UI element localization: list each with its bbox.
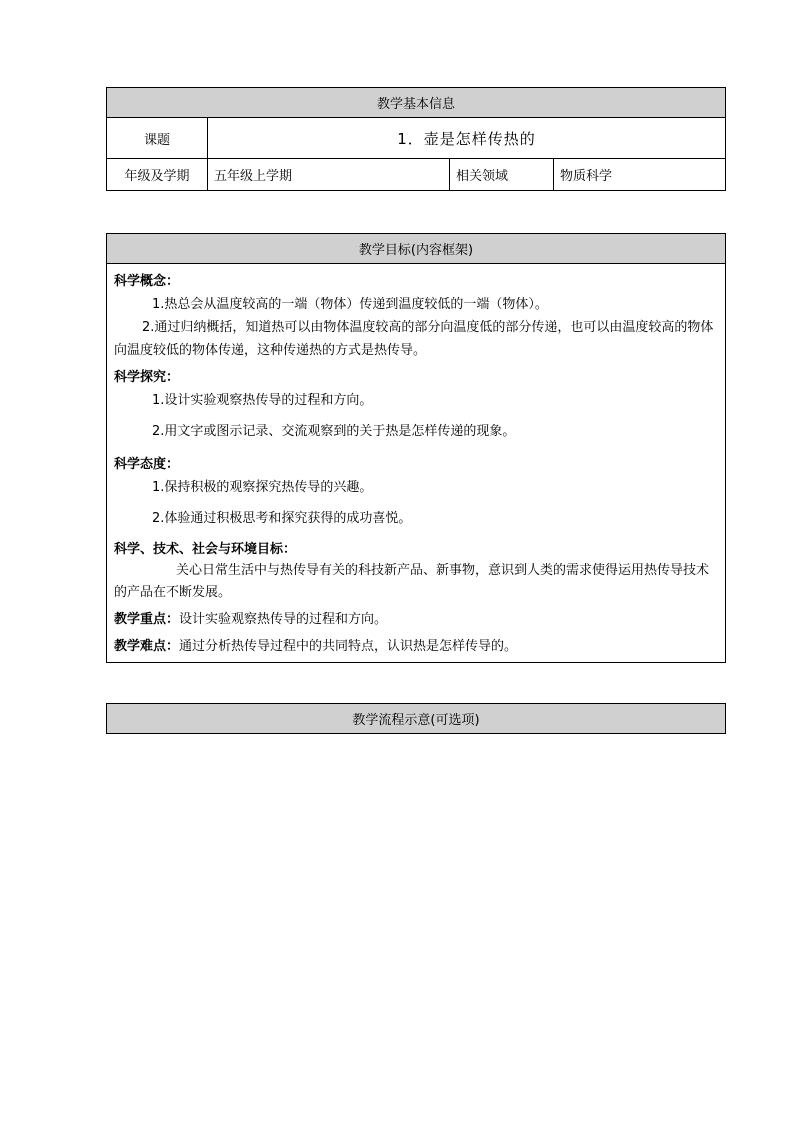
inquiry-item-2: 2.用文字或图示记录、交流观察到的关于热是怎样传递的现象。 [152, 424, 516, 439]
basic-info-header: 教学基本信息 [107, 88, 726, 118]
objectives-body [107, 264, 726, 663]
flow-table [106, 703, 726, 734]
concept-item-2: 2.通过归纳概括，知道热可以由物体温度较高的部分向温度低的部分传递，也可以由温度较高的物体向温度较低的物体传递，这种传递热的方式是热传导。 [114, 320, 714, 358]
key-point [114, 608, 718, 631]
concept-title: 科学概念： [114, 274, 180, 289]
grade-label: 年级及学期 [107, 159, 208, 191]
stse-title: 科学、技术、社会与环境目标： [114, 542, 297, 557]
attitude-item-2: 2.体验通过积极思考和探究获得的成功喜悦。 [152, 511, 412, 526]
difficulty-label: 教学难点： [114, 639, 180, 654]
objectives-header: 教学目标(内容框架) [107, 234, 726, 264]
inquiry-title: 科学探究： [114, 370, 180, 385]
key-label: 教学重点： [114, 612, 180, 627]
inquiry-item-1: 1.设计实验观察热传导的过程和方向。 [152, 393, 373, 408]
field-value: 物质科学 [554, 159, 726, 191]
objectives-table [106, 233, 726, 663]
topic-value: 1．壶是怎样传热的 [208, 118, 726, 159]
key-text: 设计实验观察热传导的过程和方向。 [179, 612, 388, 627]
difficulty-point [114, 635, 718, 658]
grade-value: 五年级上学期 [208, 159, 450, 191]
flow-header: 教学流程示意(可选项) [107, 704, 726, 734]
basic-info-table [106, 87, 726, 191]
concept-item-1: 1.热总会从温度较高的一端（物体）传递到温度较低的一端（物体）。 [152, 297, 548, 312]
stse-text: 关心日常生活中与热传导有关的科技新产品、新事物，意识到人类的需求使得运用热传导技术的产品在不断发展。 [114, 563, 710, 600]
difficulty-text: 通过分析热传导过程中的共同特点，认识热是怎样传导的。 [179, 639, 518, 654]
field-label: 相关领域 [450, 159, 554, 191]
attitude-title: 科学态度： [114, 457, 180, 472]
attitude-item-1: 1.保持积极的观察探究热传导的兴趣。 [152, 480, 373, 495]
topic-label: 课题 [107, 118, 208, 159]
